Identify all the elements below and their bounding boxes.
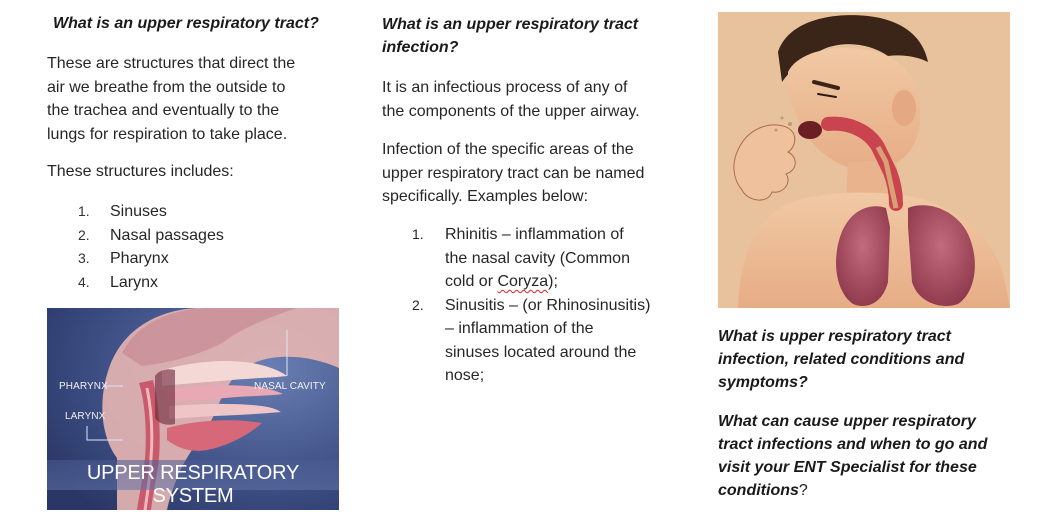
definition-line: the components of the upper airway. <box>382 102 640 120</box>
heading-line: What is an upper respiratory tract <box>382 16 639 33</box>
list-item: 1. Rhinitis – inflammation of the nasal cavity (Common cold or Coryza); <box>412 223 692 294</box>
pharynx-label: PHARYNX <box>59 381 108 392</box>
coughing-man-illustration <box>718 12 1010 308</box>
intro-line: the trachea and eventually to the <box>47 102 280 119</box>
question-line: symptoms? <box>718 374 808 391</box>
list-number: 1. <box>412 226 424 242</box>
larynx-label: LARYNX <box>65 411 106 422</box>
examples-list <box>412 223 692 388</box>
intro-paragraph <box>47 52 295 146</box>
definition-paragraph <box>382 76 640 123</box>
heading-line: infection? <box>382 39 459 56</box>
definition-line: It is an infectious process of any of <box>382 79 628 96</box>
question-line: What is upper respiratory tract <box>718 328 951 345</box>
spellcheck-word: Coryza <box>497 273 549 290</box>
specific-line: specifically. Examples below: <box>382 188 589 205</box>
list-item: 4. Larynx <box>78 273 159 291</box>
list-item: 1. Sinuses <box>78 203 167 220</box>
heading-upper-respiratory-tract: What is an upper respiratory tract? <box>53 15 319 32</box>
question-line: visit your ENT Specialist for these <box>718 459 977 476</box>
question-line: tract infections and when to go and <box>718 436 988 453</box>
intro-line: lungs for respiration to take place. <box>47 125 288 143</box>
question-line: What can cause upper respiratory <box>718 413 976 430</box>
intro-line: air we breathe from the outside to <box>47 78 286 96</box>
anatomy-image <box>47 308 339 510</box>
includes-text: These structures includes: <box>47 163 234 180</box>
list-number: 2. <box>412 296 424 313</box>
specific-line: Infection of the specific areas of the <box>382 141 634 158</box>
coughing-man-image <box>718 12 1010 308</box>
specific-line: upper respiratory tract can be named <box>382 164 645 182</box>
question-line: infection, related conditions and <box>718 351 965 368</box>
anatomy-title: UPPER RESPIRATORY SYSTEM <box>86 462 300 507</box>
question-symptoms <box>718 325 964 394</box>
list-item: 2. Sinusitis – (or Rhinosinusitis) – inflammation of the sinuses located around the nose; <box>412 294 692 388</box>
list-item: 3. Pharynx <box>78 250 169 267</box>
question-causes <box>718 410 987 502</box>
intro-line: These are structures that direct the <box>47 55 296 72</box>
list-item: 2. Nasal passages <box>78 226 224 244</box>
structures-list <box>78 200 308 294</box>
question-line: conditions? <box>718 482 808 499</box>
heading-urti <box>382 13 638 59</box>
nasal-cavity-label: NASAL CAVITY <box>254 381 326 392</box>
specific-paragraph <box>382 138 644 209</box>
